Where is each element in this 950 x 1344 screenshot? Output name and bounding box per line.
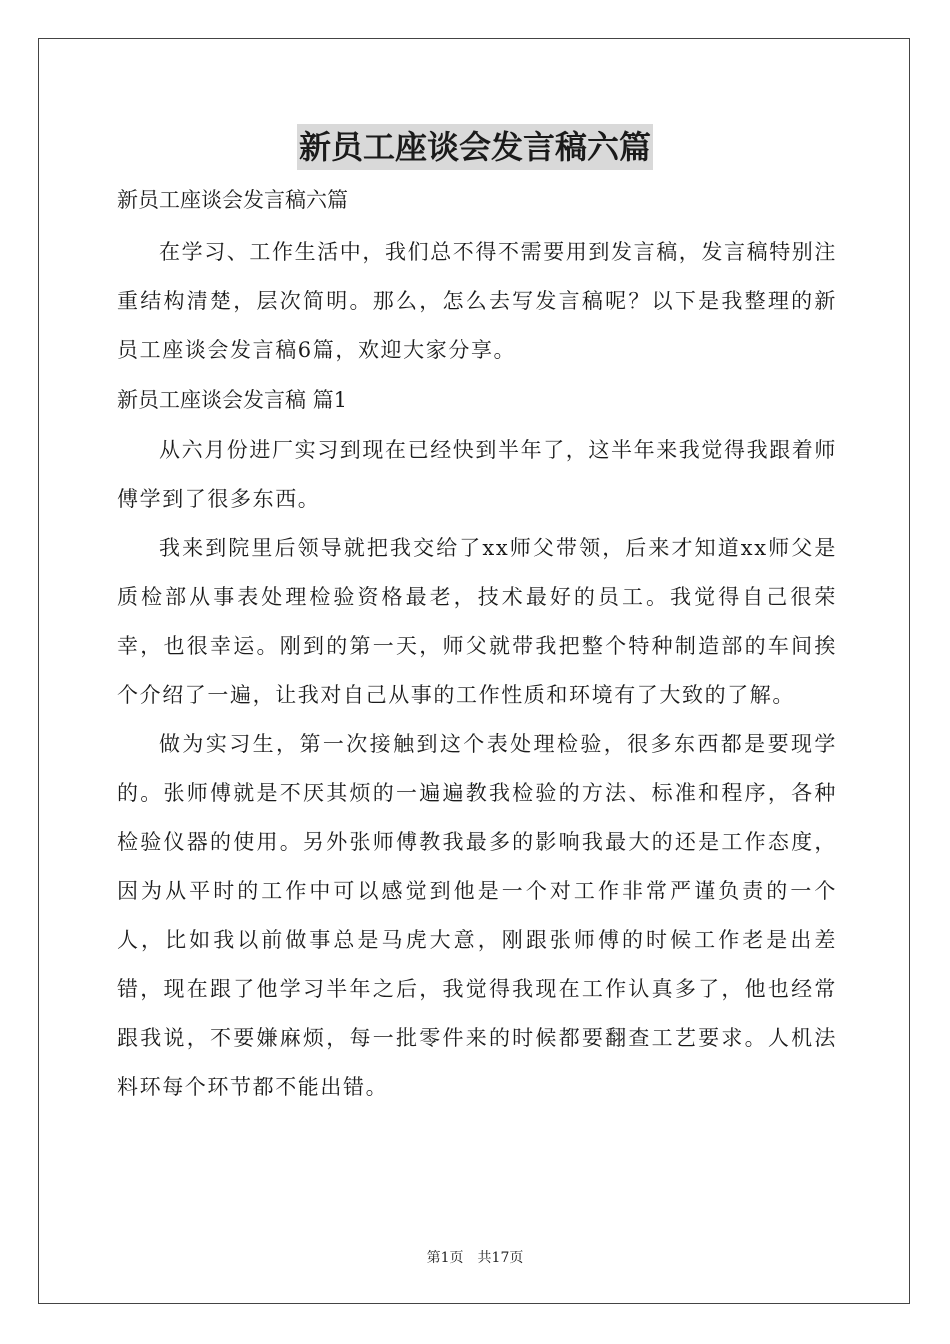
page-footer xyxy=(0,1247,950,1267)
body-paragraph: 从六月份进厂实习到现在已经快到半年了，这半年来我觉得我跟着师傅学到了很多东西。 xyxy=(117,438,837,511)
section-heading: 新员工座谈会发言稿 篇1 xyxy=(117,388,348,412)
body-paragraph: 做为实习生，第一次接触到这个表处理检验，很多东西都是要现学的。张师傅就是不厌其烦的一遍遍教我检验的方法、标准和程序，各种检验仪器的使用。另外张师傅教我最多的影响我最大的还是工作态度，因为从平时的工作中可以感觉到他是一个对工作非常严谨负责的一个人，比如我以前做事总是马虎大意，刚跟张师傅的时候工作老是出差错，现在跟了他学习半年之后，我觉得我现在工作认真多了，他也经常跟我说，不要嫌麻烦，每一批零件来的时候都要翻查工艺要求。人机法料环每个环节都不能出错。 xyxy=(117,732,837,1099)
document-title: 新员工座谈会发言稿六篇 xyxy=(297,124,653,170)
body-paragraph: 我来到院里后领导就把我交给了xx师父带领，后来才知道xx师父是质检部从事表处理检验资格最老，技术最好的员工。我觉得自己很荣幸，也很幸运。刚到的第一天，师父就带我把整个特种制造部的车间挨个介绍了一遍，让我对自己从事的工作性质和环境有了大致的了解。 xyxy=(117,536,837,707)
intro-paragraph: 在学习、工作生活中，我们总不得不需要用到发言稿，发言稿特别注重结构清楚，层次简明。那么，怎么去写发言稿呢？以下是我整理的新员工座谈会发言稿6篇，欢迎大家分享。 xyxy=(117,240,837,362)
document-subtitle: 新员工座谈会发言稿六篇 xyxy=(117,188,348,212)
title-area xyxy=(0,124,950,170)
document-body xyxy=(117,178,837,1112)
page-number: 第1页 共17页 xyxy=(426,1250,524,1266)
